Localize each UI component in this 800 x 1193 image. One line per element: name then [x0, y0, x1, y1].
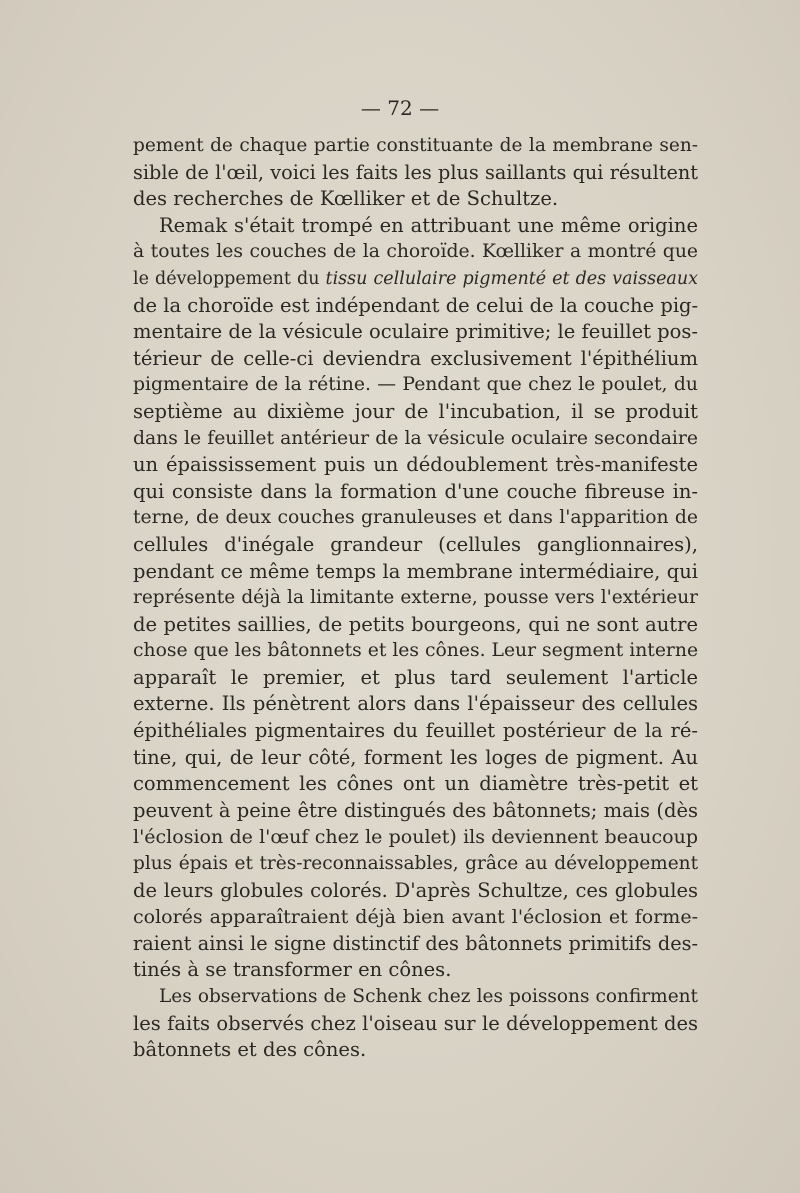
text-line: mentaire de la vésicule oculaire primitive; le feuillet pos- [133, 320, 698, 344]
text-line: Les observations de Schenk chez les poissons confirment [159, 986, 698, 1007]
text-segment: le développement du [133, 268, 326, 289]
text-line: apparaît le premier, et plus tard seulement l'article [133, 665, 698, 689]
text-line: Remak s'était trompé en attribuant une même origine [159, 213, 698, 237]
text-line: un épaississement puis un dédoublement très-manifeste [133, 453, 698, 477]
text-line: pigmentaire de la rétine. — Pendant que chez le poulet, du [133, 374, 698, 396]
text-line: des recherches de Kœlliker et de Schultze. [133, 187, 559, 211]
text-line: pement de chaque partie constituante de la membrane sen- [133, 135, 698, 156]
text-line: épithéliales pigmentaires du feuillet postérieur de la ré- [133, 719, 698, 743]
italic-phrase: tissu cellulaire pigmenté et des vaisseaux [325, 268, 698, 289]
text-line: cellules d'inégale grandeur (cellules ganglionnaires), [133, 532, 698, 556]
text-line: bâtonnets et des cônes. [133, 1038, 367, 1062]
text-line: térieur de celle-ci deviendra exclusivement l'épithélium [133, 346, 698, 370]
text-line: externe. Ils pénètrent alors dans l'épaisseur des cellules [133, 692, 698, 716]
text-line: chose que les bâtonnets et les cônes. Leur segment interne [133, 640, 699, 662]
page-number: — 72 — [360, 96, 440, 120]
text-line: plus épais et très-reconnaissables, grâce au développement [133, 853, 698, 875]
text-line: à toutes les couches de la choroïde. Kœlliker a montré que [133, 241, 698, 263]
text-line: qui consiste dans la formation d'une couche fibreuse in- [133, 479, 698, 503]
text-line: terne, de deux couches granuleuses et dans l'apparition de [133, 507, 698, 529]
text-line: pendant ce même temps la membrane intermédiaire, qui [133, 559, 698, 583]
text-line: septième au dixième jour de l'incubation, il se produit [133, 399, 698, 423]
text-line: commencement les cônes ont un diamètre très-petit et [133, 772, 698, 796]
text-line: colorés apparaîtraient déjà bien avant l'éclosion et forme- [133, 906, 698, 929]
text-line: de leurs globules colorés. D'après Schultze, ces globules [133, 878, 698, 902]
text-line-with-italic [133, 266, 698, 293]
body-text [133, 133, 698, 1064]
text-line: les faits observés chez l'oiseau sur le développement des [133, 1011, 698, 1035]
text-line: dans le feuillet antérieur de la vésicule oculaire secondaire [133, 427, 698, 449]
text-line: tine, qui, de leur côté, forment les loges de pigment. Au [133, 745, 698, 769]
text-line: de petites saillies, de petits bourgeons, qui ne sont autre [133, 612, 698, 636]
text-line: peuvent à peine être distingués des bâtonnets; mais (dès [133, 798, 698, 822]
text-line: sible de l'œil, voici les faits les plus saillants qui résultent [133, 160, 698, 184]
text-line: l'éclosion de l'œuf chez le poulet) ils deviennent beaucoup [133, 826, 698, 849]
text-line: raient ainsi le signe distinctif des bâtonnets primitifs des- [133, 931, 698, 955]
text-line: représente déjà la limitante externe, pousse vers l'extérieur [133, 587, 698, 609]
text-line: de la choroïde est indépendant de celui de la couche pig- [133, 293, 699, 317]
text-line: tinés à se transformer en cônes. [133, 958, 452, 982]
